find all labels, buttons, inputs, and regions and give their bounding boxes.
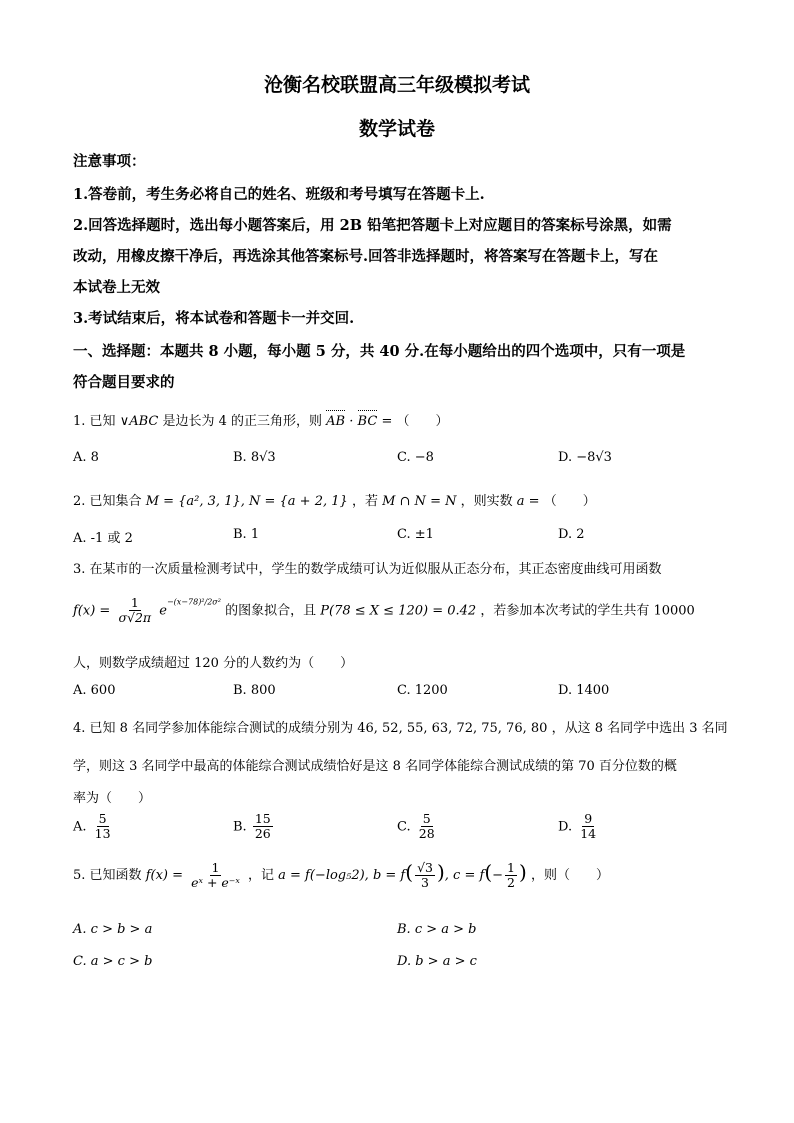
q2-option-c: C. ±1	[397, 527, 434, 542]
q4-option-c	[397, 812, 439, 842]
q2-sets: M = {a², 3, 1}, N = {a + 2, 1}	[145, 494, 348, 509]
q5-b-den: 3	[421, 875, 429, 890]
q1-option-b: B. 8√3	[233, 450, 276, 465]
q1-option-c: C. −8	[397, 450, 434, 465]
q3-probability: P(78 ≤ X ≤ 120) = 0.42	[320, 603, 477, 619]
q2-condition: M ∩ N = N	[382, 494, 457, 509]
q4-option-c-label: C.	[397, 819, 411, 835]
note-2a: 2.回答选择题时，选出每小题答案后，用 2B 铅笔把答题卡上对应题目的答案标号涂黑，如需	[73, 217, 672, 234]
question-3-line-1: 3. 在某市的一次质量检测考试中，学生的数学成绩可认为近似服从正态分布，其正态密度曲线可用函数	[73, 562, 662, 577]
q2-option-b: B. 1	[233, 527, 260, 542]
q1-option-d: D. −8√3	[558, 450, 612, 465]
q4-option-c-den: 28	[418, 826, 435, 842]
question-2	[73, 490, 596, 509]
q3-option-d: D. 1400	[558, 683, 610, 698]
q1-vector-ab: AB	[326, 414, 346, 429]
q5-definitions-1: a = f(−log₅2), b = f	[278, 868, 406, 883]
exam-title: 沧衡名校联盟高三年级模拟考试	[263, 74, 530, 96]
q4-option-c-num: 5	[422, 811, 431, 826]
q3-fx: f(x) =	[73, 603, 111, 619]
q3-option-b: B. 800	[233, 683, 276, 698]
q5-paren-open-b: (	[405, 860, 414, 884]
q3-option-a: A. 600	[73, 683, 116, 698]
q4-option-d-label: D.	[558, 819, 573, 835]
q5-option-c: C. a > c > b	[73, 954, 153, 969]
question-5: 5. 已知函数 f(x) = $\frac{1}{\text{eˣ + e⁻ˣ}}$ ，记 a = f(−log₅2), b = f( $\frac{√3}{3}$ ), c = f(− $\frac{1}{2}$ ) ，则（ ）	[73, 859, 609, 890]
q2-option-d: D. 2	[558, 527, 585, 542]
q4-option-a-den: 13	[94, 826, 111, 842]
q4-option-b-num: 15	[254, 811, 271, 826]
q3-text-b: 的图象拟合，且	[225, 603, 317, 619]
q5-option-d: D. b > a > c	[397, 954, 477, 969]
q4-text-b: ，从这 8 名同学中选出 3 名同	[551, 721, 728, 736]
q4-option-a-fraction	[93, 812, 113, 842]
q5-b-num: √3	[417, 859, 433, 875]
q4-option-a-label: A.	[73, 819, 87, 835]
question-4-line-1	[73, 717, 728, 736]
q1-triangle: ∨ABC	[119, 414, 159, 429]
q1-text-a: 1. 已知	[73, 414, 116, 429]
q2-text-b: ，若	[351, 494, 378, 509]
q4-option-b-den: 26	[254, 826, 271, 842]
q2-text-c: ，则实数	[460, 494, 513, 509]
note-1: 1.答卷前，考生务必将自己的姓名、班级和考号填写在答题卡上.	[73, 186, 485, 203]
q5-fx: f(x) =	[145, 868, 183, 883]
q5-text-b: ，记	[247, 868, 274, 883]
question-3-line-2	[73, 596, 695, 626]
q5-text-a: 5. 已知函数	[73, 868, 142, 883]
question-1	[73, 410, 448, 429]
q4-scores: 46, 52, 55, 63, 72, 75, 76, 80	[357, 721, 548, 736]
question-3-line-3: 人，则数学成绩超过 120 分的人数约为（ ）	[73, 656, 354, 671]
q3-exponent: −(x−78)²/2σ²	[166, 597, 221, 607]
q5-text-c: ，则（ ）	[530, 868, 609, 883]
q5-paren-close-b: )	[436, 860, 445, 884]
note-3: 3.考试结束后，将本试卷和答题卡一并交回.	[73, 310, 355, 327]
q4-option-a-num: 5	[98, 811, 107, 826]
q4-option-a	[73, 812, 115, 842]
section-heading-1: 一、选择题：本题共 8 小题，每小题 5 分，共 40 分.在每小题给出的四个选项中，只有一项是	[73, 343, 686, 360]
question-4-line-3: 率为（ ）	[73, 791, 152, 806]
q2-variable: a =	[516, 494, 540, 509]
q5-c-num: 1	[507, 859, 515, 875]
q4-option-b	[233, 812, 275, 842]
q4-option-d-fraction	[578, 812, 598, 842]
note-2b: 改动，用橡皮擦干净后，再选涂其他答案标号.回答非选择题时，将答案写在答题卡上，写在	[73, 248, 659, 265]
notes-heading: 注意事项：	[73, 153, 146, 170]
q4-option-b-fraction	[253, 812, 273, 842]
q5-definitions-2: , c = f	[444, 868, 485, 883]
q1-option-a: A. 8	[73, 450, 99, 465]
note-2c: 本试卷上无效	[73, 279, 160, 296]
q5-fraction-numerator: 1	[211, 859, 220, 875]
q4-text-a: 4. 已知 8 名同学参加体能综合测试的成绩分别为	[73, 721, 354, 736]
q5-c-den: 2	[507, 875, 515, 890]
q4-option-d	[558, 812, 600, 842]
q3-text-c: ，若参加本次考试的学生共有 10000	[480, 603, 695, 619]
q2-text-a: 2. 已知集合	[73, 494, 142, 509]
q1-text-b: 是边长为 4 的正三角形，则	[162, 414, 323, 429]
question-4-line-2: 学，则这 3 名同学中最高的体能综合测试成绩恰好是这 8 名同学体能综合测试成绩的第 70 百分位数的概	[73, 759, 677, 774]
q3-fraction	[116, 596, 153, 626]
q5-paren-open-c: (	[484, 860, 493, 884]
q1-vector-bc: BC	[357, 414, 378, 429]
q1-text-c: = （ ）	[381, 414, 449, 429]
q5-c-fraction	[505, 861, 517, 891]
q5-b-fraction	[415, 861, 435, 891]
q5-paren-close-c: )	[518, 860, 527, 884]
q5-option-a: A. c > b > a	[73, 922, 153, 937]
q2-text-d: （ ）	[543, 494, 596, 509]
q3-fraction-numerator: 1	[130, 595, 139, 610]
q3-fraction-denominator: σ√2π	[118, 610, 152, 626]
q1-dot: ·	[349, 414, 354, 429]
q4-option-c-fraction	[417, 812, 437, 842]
q4-option-d-den: 14	[580, 826, 597, 842]
q5-fraction	[189, 861, 242, 891]
q4-option-b-label: B.	[233, 819, 247, 835]
q3-option-c: C. 1200	[397, 683, 448, 698]
q2-option-a: A. -1 或 2	[73, 531, 133, 546]
exam-subtitle: 数学试卷	[358, 118, 435, 140]
q5-option-b: B. c > a > b	[397, 922, 477, 937]
q3-exp-base: e	[159, 603, 167, 619]
q5-fraction-denominator: eˣ + e⁻ˣ	[191, 875, 240, 890]
q4-option-d-num: 9	[584, 811, 593, 826]
section-heading-2: 符合题目要求的	[73, 374, 175, 391]
